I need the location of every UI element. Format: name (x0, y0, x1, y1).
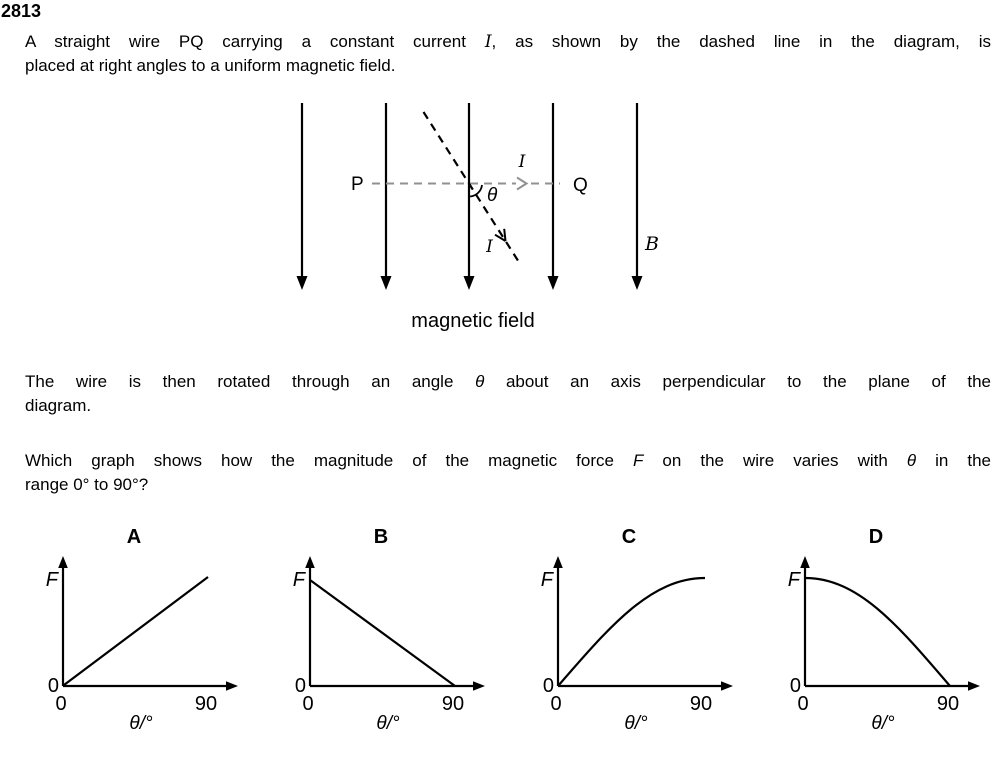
field-b-label: B (645, 233, 659, 255)
current-label-rotated: I (486, 237, 493, 257)
current-label-original: I (518, 152, 526, 172)
x-axis-label: θ/° (376, 713, 400, 734)
curve (310, 580, 455, 686)
current-direction-arrow-original (517, 178, 527, 190)
option-graph-c (515, 520, 754, 755)
axes (800, 556, 980, 691)
wire-rotated-dashed (424, 112, 520, 263)
text-line: placed at right angles to a uniform magnetic field. (25, 56, 396, 75)
text-line: The wire is then rotated through an angle θ about an axis perpendicular to the plane of the (25, 372, 991, 391)
text-line: A straight wire PQ carrying a constant current I, as shown by the dashed line in the diagram, is (25, 32, 991, 52)
axes (58, 556, 238, 691)
label-q: Q (573, 175, 588, 196)
option-graph-b (267, 520, 506, 755)
x-tick-0: 0 (55, 693, 67, 715)
origin-label: 0 (542, 675, 554, 697)
option-graph-d (762, 520, 1001, 755)
rotation-paragraph (25, 370, 991, 418)
curve (805, 578, 950, 686)
diagram-caption: magnetic field (411, 310, 535, 332)
option-label: A (126, 526, 142, 548)
text-line: range 0° to 90°? (25, 475, 149, 494)
x-tick-90: 90 (936, 693, 960, 715)
x-tick-0: 0 (797, 693, 809, 715)
text-line: Which graph shows how the magnitude of the magnetic force F on the wire varies with θ in the (25, 451, 991, 470)
y-axis-label: F (292, 569, 305, 591)
x-tick-90: 90 (194, 693, 218, 715)
option-label: B (373, 526, 389, 548)
angle-theta-label: θ (487, 185, 498, 206)
axes (553, 556, 733, 691)
x-axis-label: θ/° (624, 713, 648, 734)
magnetic-field-diagram (250, 95, 710, 335)
question-intro-paragraph (25, 30, 991, 78)
origin-label: 0 (47, 675, 59, 697)
origin-label: 0 (789, 675, 801, 697)
origin-label: 0 (294, 675, 306, 697)
option-label: D (868, 526, 884, 548)
axes (305, 556, 485, 691)
question-prompt-paragraph (25, 449, 991, 497)
x-axis-label: θ/° (129, 713, 153, 734)
x-axis-label: θ/° (871, 713, 895, 734)
x-tick-0: 0 (302, 693, 314, 715)
option-graph-a (20, 520, 259, 755)
wire-pq-original-dashed (372, 178, 560, 190)
question-number: 2813 (1, 1, 42, 21)
curve (558, 578, 705, 686)
y-axis-label: F (45, 569, 58, 591)
x-tick-90: 90 (689, 693, 713, 715)
label-p: P (351, 174, 364, 195)
option-label: C (621, 526, 637, 548)
text-line: diagram. (25, 396, 92, 415)
x-tick-0: 0 (550, 693, 562, 715)
x-tick-90: 90 (441, 693, 465, 715)
field-lines (297, 103, 643, 290)
y-axis-label: F (540, 569, 553, 591)
curve (64, 577, 208, 685)
y-axis-label: F (787, 569, 800, 591)
